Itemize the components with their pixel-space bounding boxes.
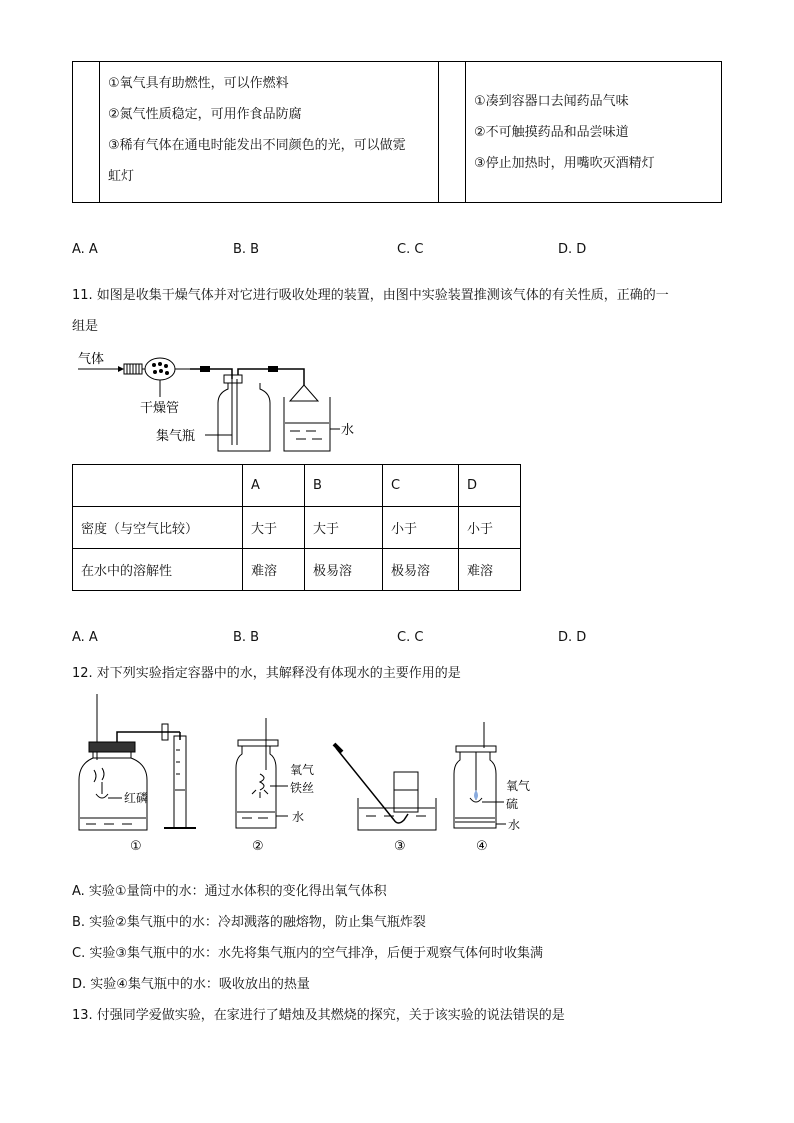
table-label-cell-left <box>73 62 100 203</box>
q12-option-a[interactable]: A. 实验①量筒中的水：通过水体积的变化得出氧气体积 <box>72 884 387 899</box>
table-cell: 极易溶 <box>383 549 459 591</box>
q12-text: 12. 对下列实验指定容器中的水，其解释没有体现水的主要作用的是 <box>72 666 461 681</box>
q11-option-d[interactable]: D. D <box>558 630 587 645</box>
table-row <box>73 507 521 549</box>
table-cell: C <box>383 465 459 507</box>
table-cell: 难溶 <box>459 549 521 591</box>
table-cell <box>73 465 243 507</box>
table-cell: 大于 <box>243 507 305 549</box>
drying-tube-label: 干燥管 <box>140 401 180 416</box>
comparison-table <box>72 61 722 203</box>
option-c[interactable]: C. C <box>397 242 424 257</box>
q12-option-c[interactable]: C. 实验③集气瓶中的水：水先将集气瓶内的空气排净，后便于观察气体何时收集满 <box>72 946 543 961</box>
iron-wire-label: 铁丝 <box>290 781 315 795</box>
table-content-cell-right <box>466 62 722 203</box>
table-content-cell-left <box>100 62 439 203</box>
left-item-3: ③稀有气体在通电时能发出不同颜色的光，可以做霓 <box>108 138 406 153</box>
right-item-3: ③停止加热时，用嘴吹灭酒精灯 <box>474 155 655 171</box>
oxygen-label-4: 氧气 <box>506 779 531 793</box>
q11-option-c[interactable]: C. C <box>397 630 424 645</box>
exp2-number: ② <box>252 839 264 854</box>
left-item-4: 虹灯 <box>108 169 135 184</box>
q11-data-table <box>72 464 521 591</box>
option-a[interactable]: A. A <box>72 242 98 257</box>
table-cell: 极易溶 <box>305 549 383 591</box>
table-cell: B <box>305 465 383 507</box>
water-label: 水 <box>341 423 355 438</box>
gas-bottle-label: 集气瓶 <box>156 429 196 444</box>
water-label-2: 水 <box>292 810 305 824</box>
table-cell: 密度（与空气比较） <box>73 507 243 549</box>
q12-option-d[interactable]: D. 实验④集气瓶中的水：吸收放出的热量 <box>72 977 310 992</box>
exp4-number: ④ <box>476 839 488 854</box>
right-item-2: ②不可触摸药品和品尝味道 <box>474 124 629 140</box>
option-d[interactable]: D. D <box>558 242 587 257</box>
q12-option-b[interactable]: B. 实验②集气瓶中的水：冷却溅落的融熔物，防止集气瓶炸裂 <box>72 915 426 930</box>
q11-option-a[interactable]: A. A <box>72 630 98 645</box>
q11-text-line1: 11. 如图是收集干燥气体并对它进行吸收处理的装置，由图中实验装置推测该气体的有关性质，正确的一 <box>72 288 669 303</box>
oxygen-label-2: 氧气 <box>290 763 315 777</box>
option-b[interactable]: B. B <box>233 242 260 257</box>
table-cell: 小于 <box>383 507 459 549</box>
q13-text: 13. 付强同学爱做实验，在家进行了蜡烛及其燃烧的探究，关于该实验的说法错误的是 <box>72 1008 565 1023</box>
red-phosphorus-label: 红磷 <box>124 791 149 805</box>
q11-text-line2: 组是 <box>72 319 99 334</box>
table-row <box>73 549 521 591</box>
table-cell: 难溶 <box>243 549 305 591</box>
table-cell: 在水中的溶解性 <box>73 549 243 591</box>
sulfur-label: 硫 <box>506 797 519 811</box>
water-label-4: 水 <box>508 818 521 832</box>
table-row <box>73 465 521 507</box>
q11-option-b[interactable]: B. B <box>233 630 260 645</box>
q12-apparatus-figure <box>72 690 532 860</box>
table-cell: 小于 <box>459 507 521 549</box>
table-label-cell-right <box>439 62 466 203</box>
gas-label: 气体 <box>78 352 105 367</box>
q11-apparatus-figure <box>72 345 372 457</box>
left-item-1: ①氧气具有助燃性，可以作燃料 <box>108 76 289 91</box>
table-cell: A <box>243 465 305 507</box>
exp1-number: ① <box>130 839 142 854</box>
table-cell: 大于 <box>305 507 383 549</box>
right-item-1: ①凑到容器口去闻药品气味 <box>474 93 629 109</box>
table-cell: D <box>459 465 521 507</box>
exp3-number: ③ <box>394 839 406 854</box>
left-item-2: ②氮气性质稳定，可用作食品防腐 <box>108 107 302 122</box>
